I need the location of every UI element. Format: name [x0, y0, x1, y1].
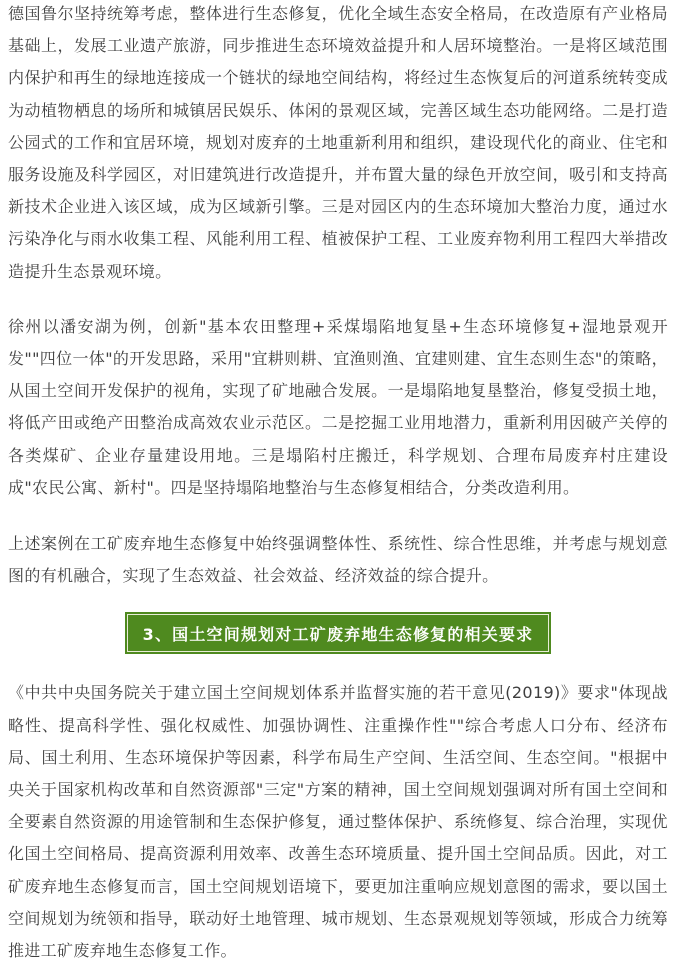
- section-heading-container: [8, 609, 668, 657]
- section-heading: 3、国土空间规划对工矿废弃地生态修复的相关要求: [127, 614, 550, 652]
- paragraph-xuzhou-case: 徐州以潘安湖为例，创新"基本农田整理+采煤塌陷地复垦+生态环境修复+湿地景观开发""四位一体"的开发思路，采用"宜耕则耕、宜渔则渔、宜建则建、宜生态则生态"的策略，从国土空间开发保护的视角，实现了矿地融合发展。一是塌陷地复垦整治，修复受损土地，将低产田或绝产田整治成高效农业示范区。二是挖掘工业用地潜力，重新利用因破产关停的各类煤矿、企业存量建设用地。三是塌陷村庄搬迁，科学规划、合理布局废弃村庄建设成"农民公寓、新村"。四是坚持塌陷地整治与生态修复相结合，分类改造利用。: [8, 316, 668, 497]
- paragraph-case-summary: 上述案例在工矿废弃地生态修复中始终强调整体性、系统性、综合性思维，并考虑与规划意图的有机融合，实现了生态效益、社会效益、经济效益的综合提升。: [8, 534, 668, 586]
- paragraph-planning-requirements: 《中共中央国务院关于建立国土空间规划体系并监督实施的若干意见(2019)》要求"体现战略性、提高科学性、强化权威性、加强协调性、注重操作性""综合考虑人口分布、经济布局、国土利用、生态环境保护等因素，科学布局生产空间、生活空间、生态空间。"根据中央关于国家机构改革和自然资源部"三定"方案的精神，国土空间规划强调对所有国土空间和全要素自然资源的用途管制和生态保护修复，通过整体保护、系统修复、综合治理，实现优化国土空间格局、提高资源利用效率、改善生态环境质量、提升国土空间品质。因此，对工矿废弃地生态修复而言，国土空间规划语境下，要更加注重响应规划意图的需求，要以国土空间规划为统领和指导，联动好土地管理、城市规划、生态景观规划等领域，形成合力统筹推进工矿废弃地生态修复工作。: [8, 683, 668, 961]
- article-body: [8, 0, 668, 967]
- paragraph-ruhr-case: 德国鲁尔坚持统筹考虑，整体进行生态修复，优化全域生态安全格局，在改造原有产业格局基础上，发展工业遗产旅游，同步推进生态环境效益提升和人居环境整治。一是将区域范围内保护和再生的绿地连接成一个链状的绿地空间结构，将经过生态恢复后的河道系统转变成为动植物栖息的场所和城镇居民娱乐、体闲的景观区域，完善区域生态功能网络。二是打造公园式的工作和宜居环境，规划对废弃的土地重新利用和组织，建设现代化的商业、住宅和服务设施及科学园区，对旧建筑进行改造提升，并布置大量的绿色开放空间，吸引和支持高新技术企业进入该区域，成为区域新引擎。三是对园区内的生态环境加大整治力度，通过水污染净化与雨水收集工程、风能利用工程、植被保护工程、工业废弃物利用工程四大举措改造提升生态景观环境。: [8, 4, 668, 281]
